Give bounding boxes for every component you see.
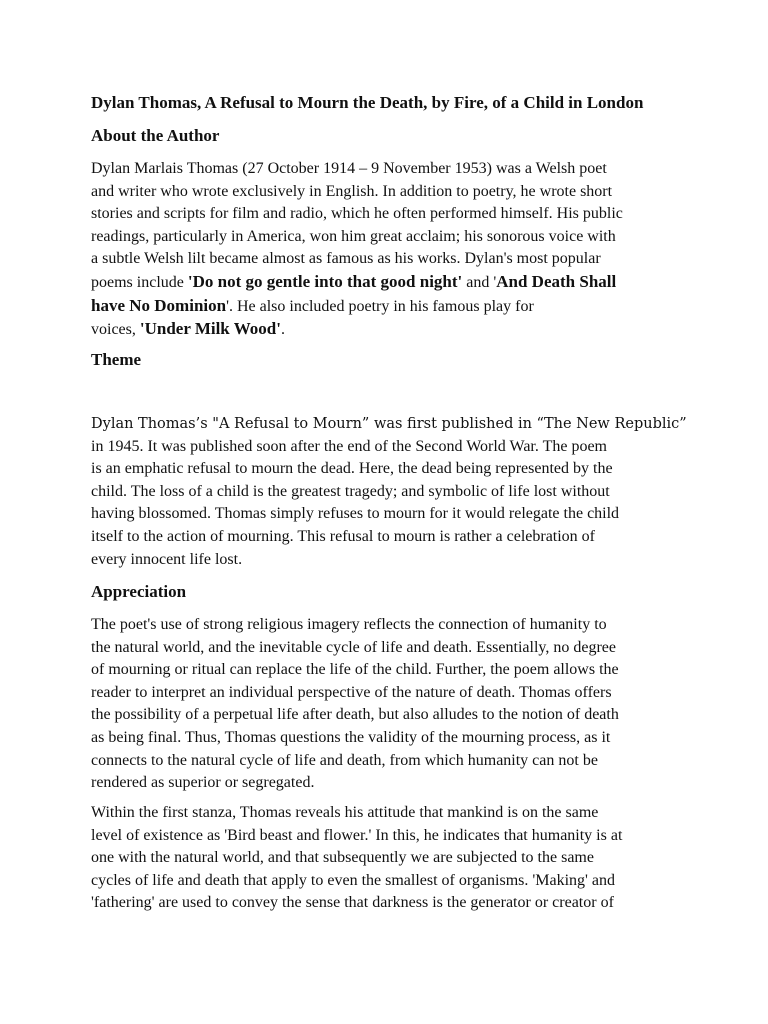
theme-line-3: is an emphatic refusal to mourn the dead. Here, the dead being represented by the <box>91 460 613 478</box>
about-line-4: readings, particularly in America, won him great acclaim; his sonorous voice with <box>91 227 616 245</box>
about-line-6-connector: and ' <box>462 273 497 291</box>
appreciation-paragraph-1 <box>91 614 691 795</box>
about-line-8 <box>91 318 691 342</box>
about-line-3: stories and scripts for film and radio, which he often performed himself. His public <box>91 205 623 223</box>
appreciation-heading: Appreciation <box>91 582 187 601</box>
theme-line-4: child. The loss of a child is the greatest tragedy; and symbolic of life lost without <box>91 482 610 500</box>
about-author-paragraph <box>91 158 691 342</box>
theme-line-7: every innocent life lost. <box>91 550 243 568</box>
appreciation-p2-line-2: level of existence as 'Bird beast and flower.' In this, he indicates that humanity is at <box>91 826 623 844</box>
appreciation-p2-line-4: cycles of life and death that apply to even the smallest of organisms. 'Making' and <box>91 871 615 889</box>
about-line-6-text: poems include <box>91 273 188 291</box>
about-line-1: Dylan Marlais Thomas (27 October 1914 – 9 November 1953) was a Welsh poet <box>91 160 607 177</box>
document-title: Dylan Thomas, A Refusal to Mourn the Death, by Fire, of a Child in London <box>91 93 644 112</box>
appreciation-p1-line-6: as being final. Thus, Thomas questions the validity of the mourning process, as it <box>91 728 611 746</box>
about-author-heading: About the Author <box>91 126 220 145</box>
appreciation-p1-line-8: rendered as superior or segregated. <box>91 774 315 792</box>
appreciation-p2-line-1: Within the first stanza, Thomas reveals his attitude that mankind is on the same <box>91 804 599 821</box>
theme-line-5: having blossomed. Thomas simply refuses to mourn for it would relegate the child <box>91 505 620 523</box>
poem-title-and-death-part-2: have No Dominion <box>91 295 227 315</box>
appreciation-p2-line-3: one with the natural world, and that subsequently we are subjected to the same <box>91 849 594 867</box>
appreciation-paragraph-2 <box>91 802 691 915</box>
theme-paragraph <box>91 413 691 571</box>
appreciation-p1-line-1: The poet's use of strong religious imagery reflects the connection of humanity to <box>91 616 607 633</box>
about-line-8-text: voices, <box>91 321 140 339</box>
theme-line-2: in 1945. It was published soon after the end of the Second World War. The poem <box>91 437 607 455</box>
about-line-5: a subtle Welsh lilt became almost as famous as his works. Dylan's most popular <box>91 250 601 268</box>
theme-line-6: itself to the action of mourning. This refusal to mourn is rather a celebration of <box>91 527 596 545</box>
about-line-6 <box>91 271 691 295</box>
theme-heading: Theme <box>91 350 142 369</box>
about-line-2: and writer who wrote exclusively in English. In addition to poetry, he wrote short <box>91 182 613 200</box>
about-line-7 <box>91 295 691 319</box>
appreciation-p2-line-5: 'fathering' are used to convey the sense that darkness is the generator or creator of <box>91 894 614 912</box>
poem-title-do-not-go-gentle: 'Do not go gentle into that good night' <box>187 271 463 291</box>
appreciation-p1-line-5: the possibility of a perpetual life after death, but also alludes to the notion of death <box>91 706 619 724</box>
appreciation-p1-line-3: of mourning or ritual can replace the life of the child. Further, the poem allows the <box>91 661 619 679</box>
about-line-8-end: . <box>280 321 285 339</box>
appreciation-p1-line-2: the natural world, and the inevitable cycle of life and death. Essentially, no degree <box>91 638 616 656</box>
play-title-under-milk-wood: 'Under Milk Wood' <box>139 319 281 339</box>
appreciation-p1-line-4: reader to interpret an individual perspective of the nature of death. Thomas offers <box>91 683 612 701</box>
appreciation-p1-line-7: connects to the natural cycle of life and death, from which humanity can not be <box>91 751 598 769</box>
theme-line-1: Dylan Thomas’s "A Refusal to Mourn” was first published in “The New Republic” <box>91 416 687 432</box>
about-line-7-text: '. He also included poetry in his famous play for <box>226 297 534 315</box>
poem-title-and-death-part-1: And Death Shall <box>496 271 617 291</box>
